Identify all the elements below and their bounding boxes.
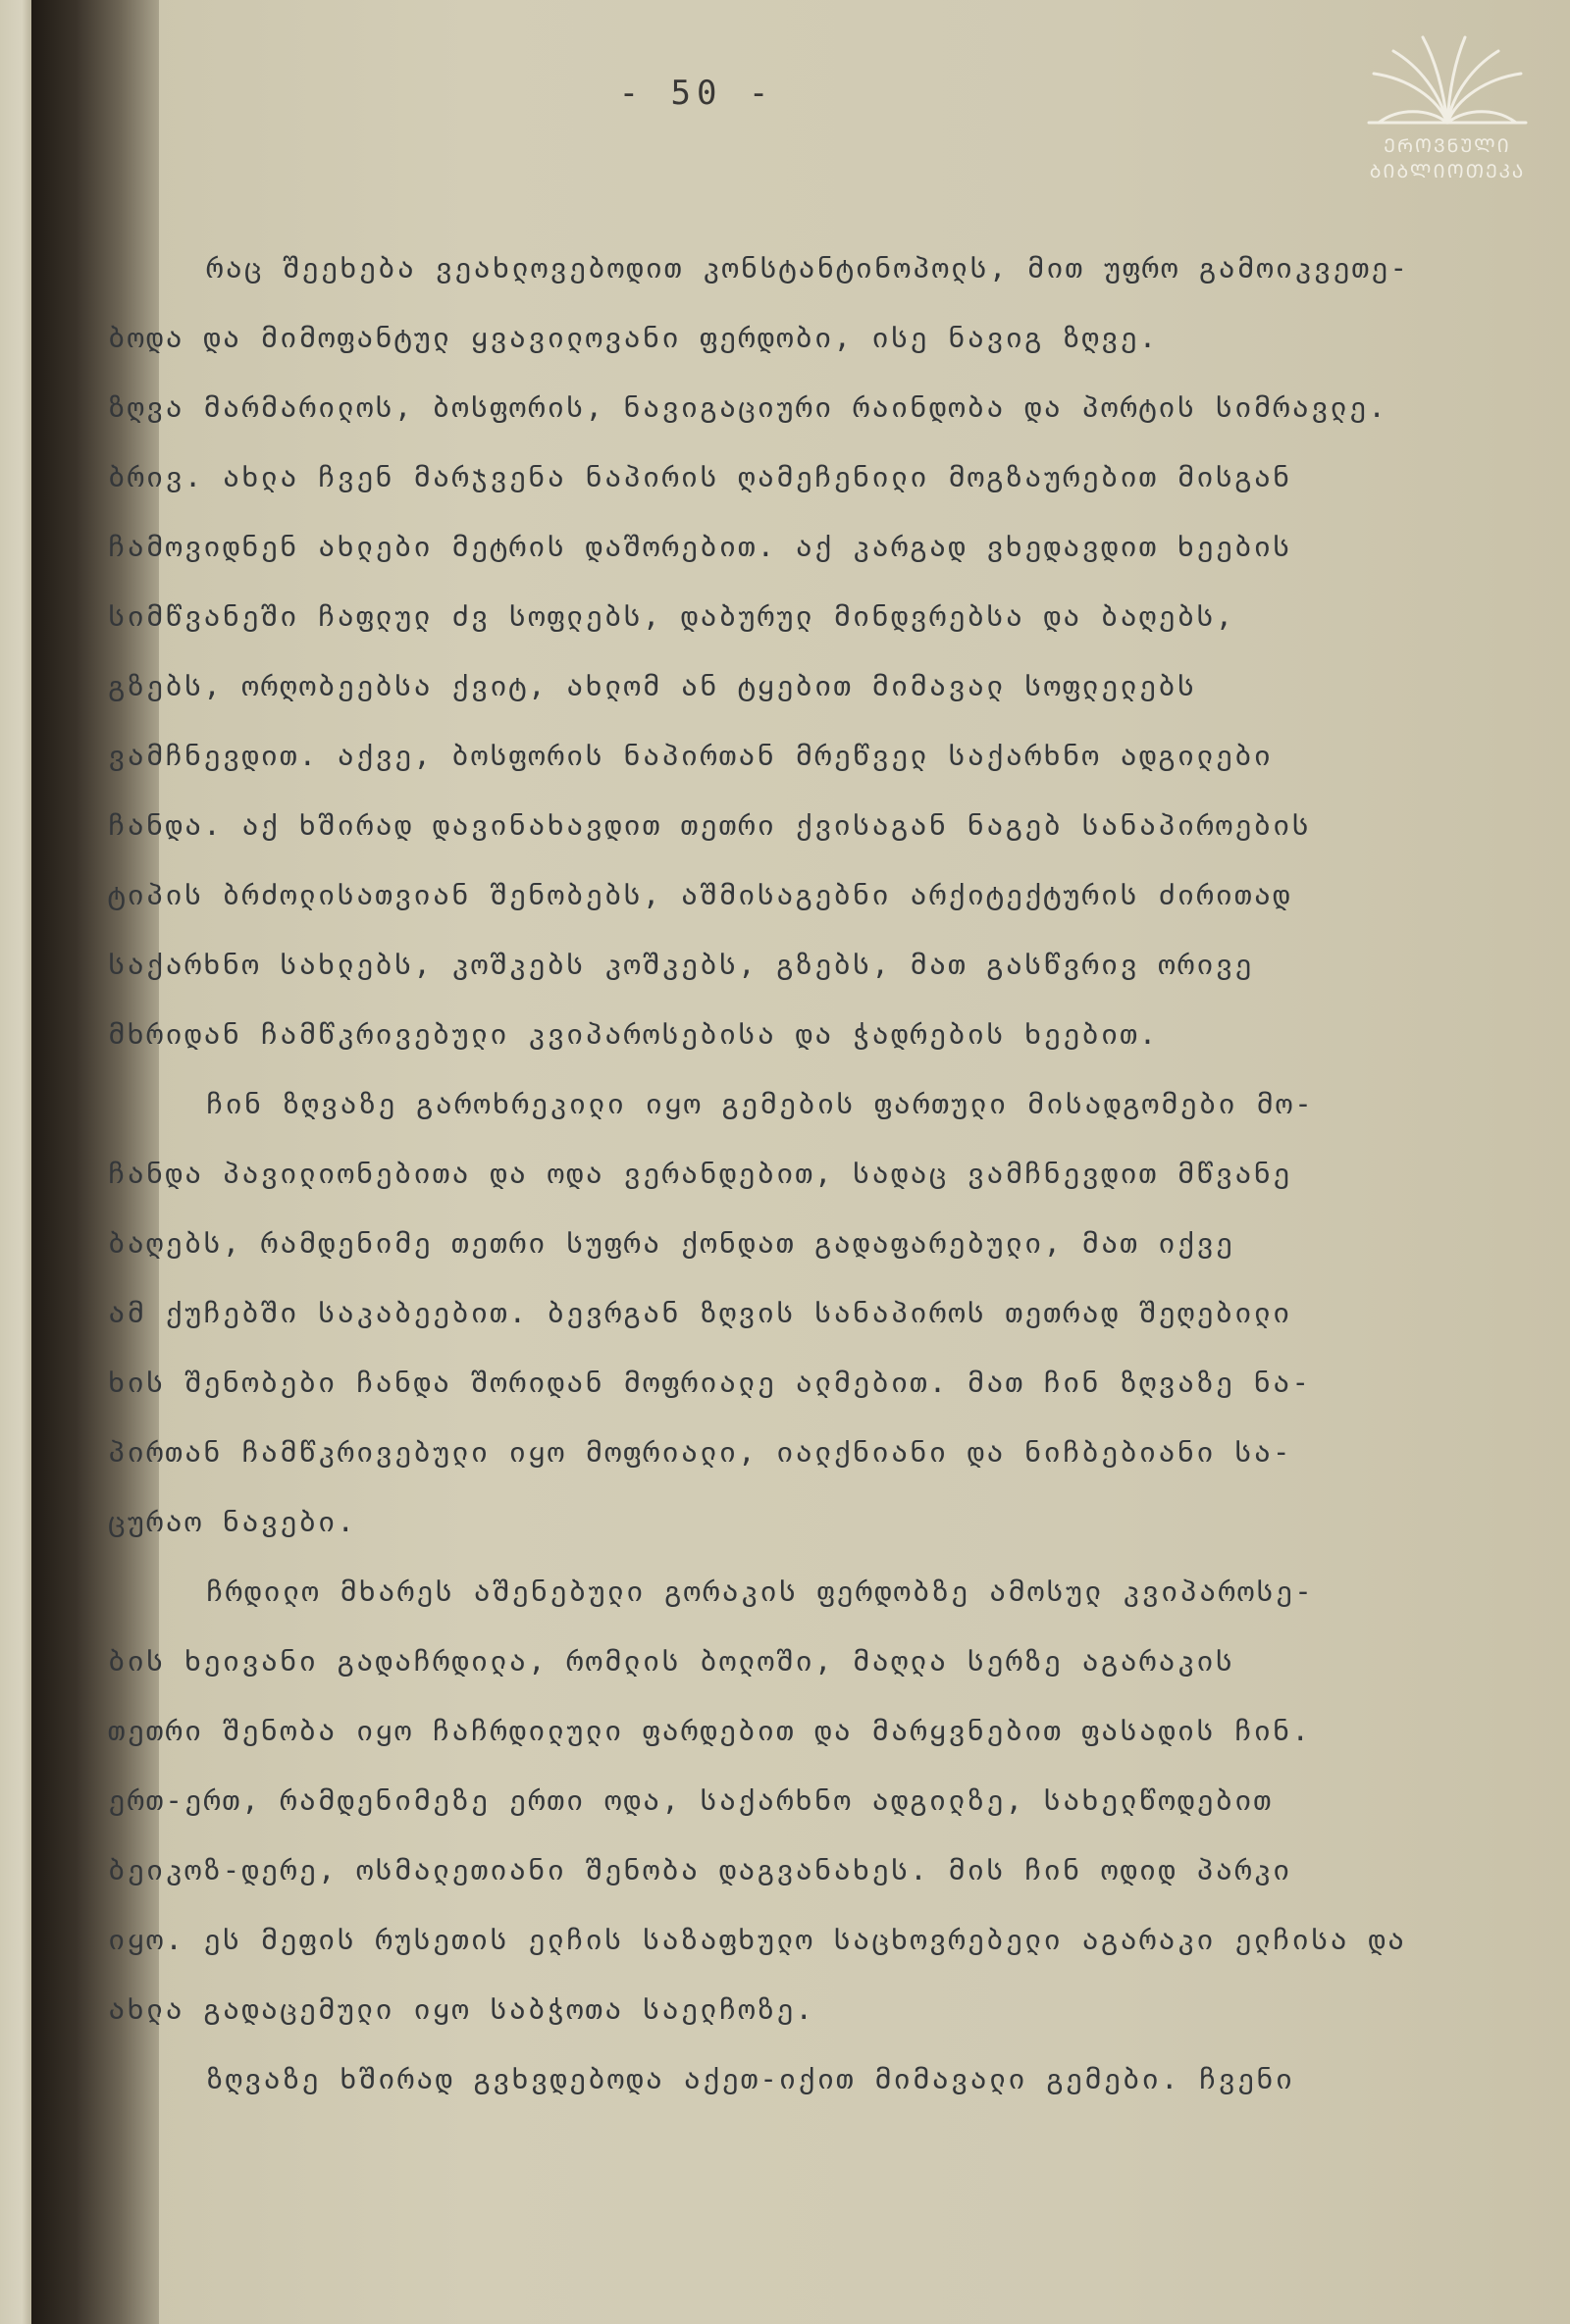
- text-line: ვამჩნევდით. აქვე, ბოსფორის ნაპირთან მრეწველ საქარხნო ადგილები: [108, 739, 1274, 772]
- text-line: ბრივ. ახლა ჩვენ მარჯვენა ნაპირის ღამეჩენილი მოგზაურებით მისგან: [108, 460, 1292, 493]
- logo-text-line2: ᲑᲘᲑᲚᲘᲝᲗᲔᲙᲐ: [1369, 161, 1526, 182]
- text-line: პირთან ჩამწკრივებული იყო მოფრიალი, იალქნიანი და ნიჩბებიანი სა-: [108, 1435, 1292, 1469]
- text-line: თეთრი შენობა იყო ჩაჩრდილული ფარდებით და მარყვნებით ფასადის ჩინ.: [108, 1714, 1311, 1747]
- text-line: ჩანდა პავილიონებითა და ოდა ვერანდებით, სადაც ვამჩნევდით მწვანე: [108, 1157, 1292, 1190]
- text-line: ბის ხეივანი გადაჩრდილა, რომლის ბოლოში, მაღლა სერზე აგარაკის: [108, 1644, 1235, 1678]
- text-line: ამ ქუჩებში საკაბეებით. ბევრგან ზღვის სანაპიროს თეთრად შეღებილი: [108, 1296, 1292, 1329]
- text-line: ზღვა მარმარილოს, ბოსფორის, ნავიგაციური რაინდობა და პორტის სიმრავლე.: [108, 390, 1387, 424]
- text-line: ჩრდილო მხარეს აშენებული გორაკის ფერდობზე ამოსულ კვიპაროსე-: [206, 1575, 1314, 1608]
- text-line: საქარხნო სახლებს, კოშკებს კოშკებს, გზებს, მათ გასწვრივ ორივე: [108, 948, 1254, 981]
- text-line: ზღვაზე ხშირად გვხვდებოდა აქეთ-იქით მიმავალი გემები. ჩვენი: [206, 2062, 1295, 2095]
- text-line: სიმწვანეში ჩაფლულ ძვ სოფლებს, დაბურულ მინდვრებსა და ბაღებს,: [108, 599, 1235, 633]
- text-line: მხრიდან ჩამწკრივებული კვიპაროსებისა და ჭადრების ხეებით.: [108, 1017, 1159, 1051]
- text-line: ხის შენობები ჩანდა შორიდან მოფრიალე ალმებით. მათ ჩინ ზღვაზე ნა-: [108, 1366, 1311, 1399]
- text-line: ჩამოვიდნენ ახლები მეტრის დაშორებით. აქ კარგად ვხედავდით ხეების: [108, 530, 1292, 563]
- text-line: ჩინ ზღვაზე გაროხრეკილი იყო გემების ფართული მისადგომები მო-: [206, 1087, 1314, 1120]
- text-line: ჩანდა. აქ ხშირად დავინახავდით თეთრი ქვისაგან ნაგებ სანაპიროების: [108, 808, 1311, 842]
- text-line: იყო. ეს მეფის რუსეთის ელჩის საზაფხულო საცხოვრებელი აგარაკი ელჩისა და: [108, 1923, 1407, 1956]
- text-line: ცურაო ნავები.: [108, 1505, 356, 1538]
- body-text: [108, 233, 1511, 2114]
- text-line: რაც შეეხება ვეახლოვებოდით კონსტანტინოპოლს, მით უფრო გამოიკვეთე-: [206, 251, 1409, 284]
- text-line: ახლა გადაცემული იყო საბჭოთა საელჩოზე.: [108, 1992, 815, 2026]
- text-line: ტიპის ბრძოლისათვიან შენობებს, აშმისაგებნი არქიტექტურის ძირითად: [108, 878, 1292, 911]
- text-line: გზებს, ორღობეებსა ქვიტ, ახლომ ან ტყებით მიმავალ სოფლელებს: [108, 669, 1197, 702]
- text-line: ბოდა და მიმოფანტულ ყვავილოვანი ფერდობი, ისე ნავიგ ზღვე.: [108, 321, 1159, 354]
- logo-text-line1: ᲔᲠᲝᲕᲜᲣᲚᲘ: [1384, 135, 1511, 157]
- text-line: ბეიკოზ-დერე, ოსმალეთიანი შენობა დაგვანახეს. მის ჩინ ოდიდ პარკი: [108, 1853, 1292, 1886]
- text-line: ერთ-ერთ, რამდენიმეზე ერთი ოდა, საქარხნო ადგილზე, სახელწოდებით: [108, 1783, 1274, 1817]
- page-number: - 50 -: [618, 74, 775, 113]
- page-edge: [0, 0, 31, 2324]
- text-line: ბაღებს, რამდენიმე თეთრი სუფრა ქონდათ გადაფარებული, მათ იქვე: [108, 1226, 1235, 1260]
